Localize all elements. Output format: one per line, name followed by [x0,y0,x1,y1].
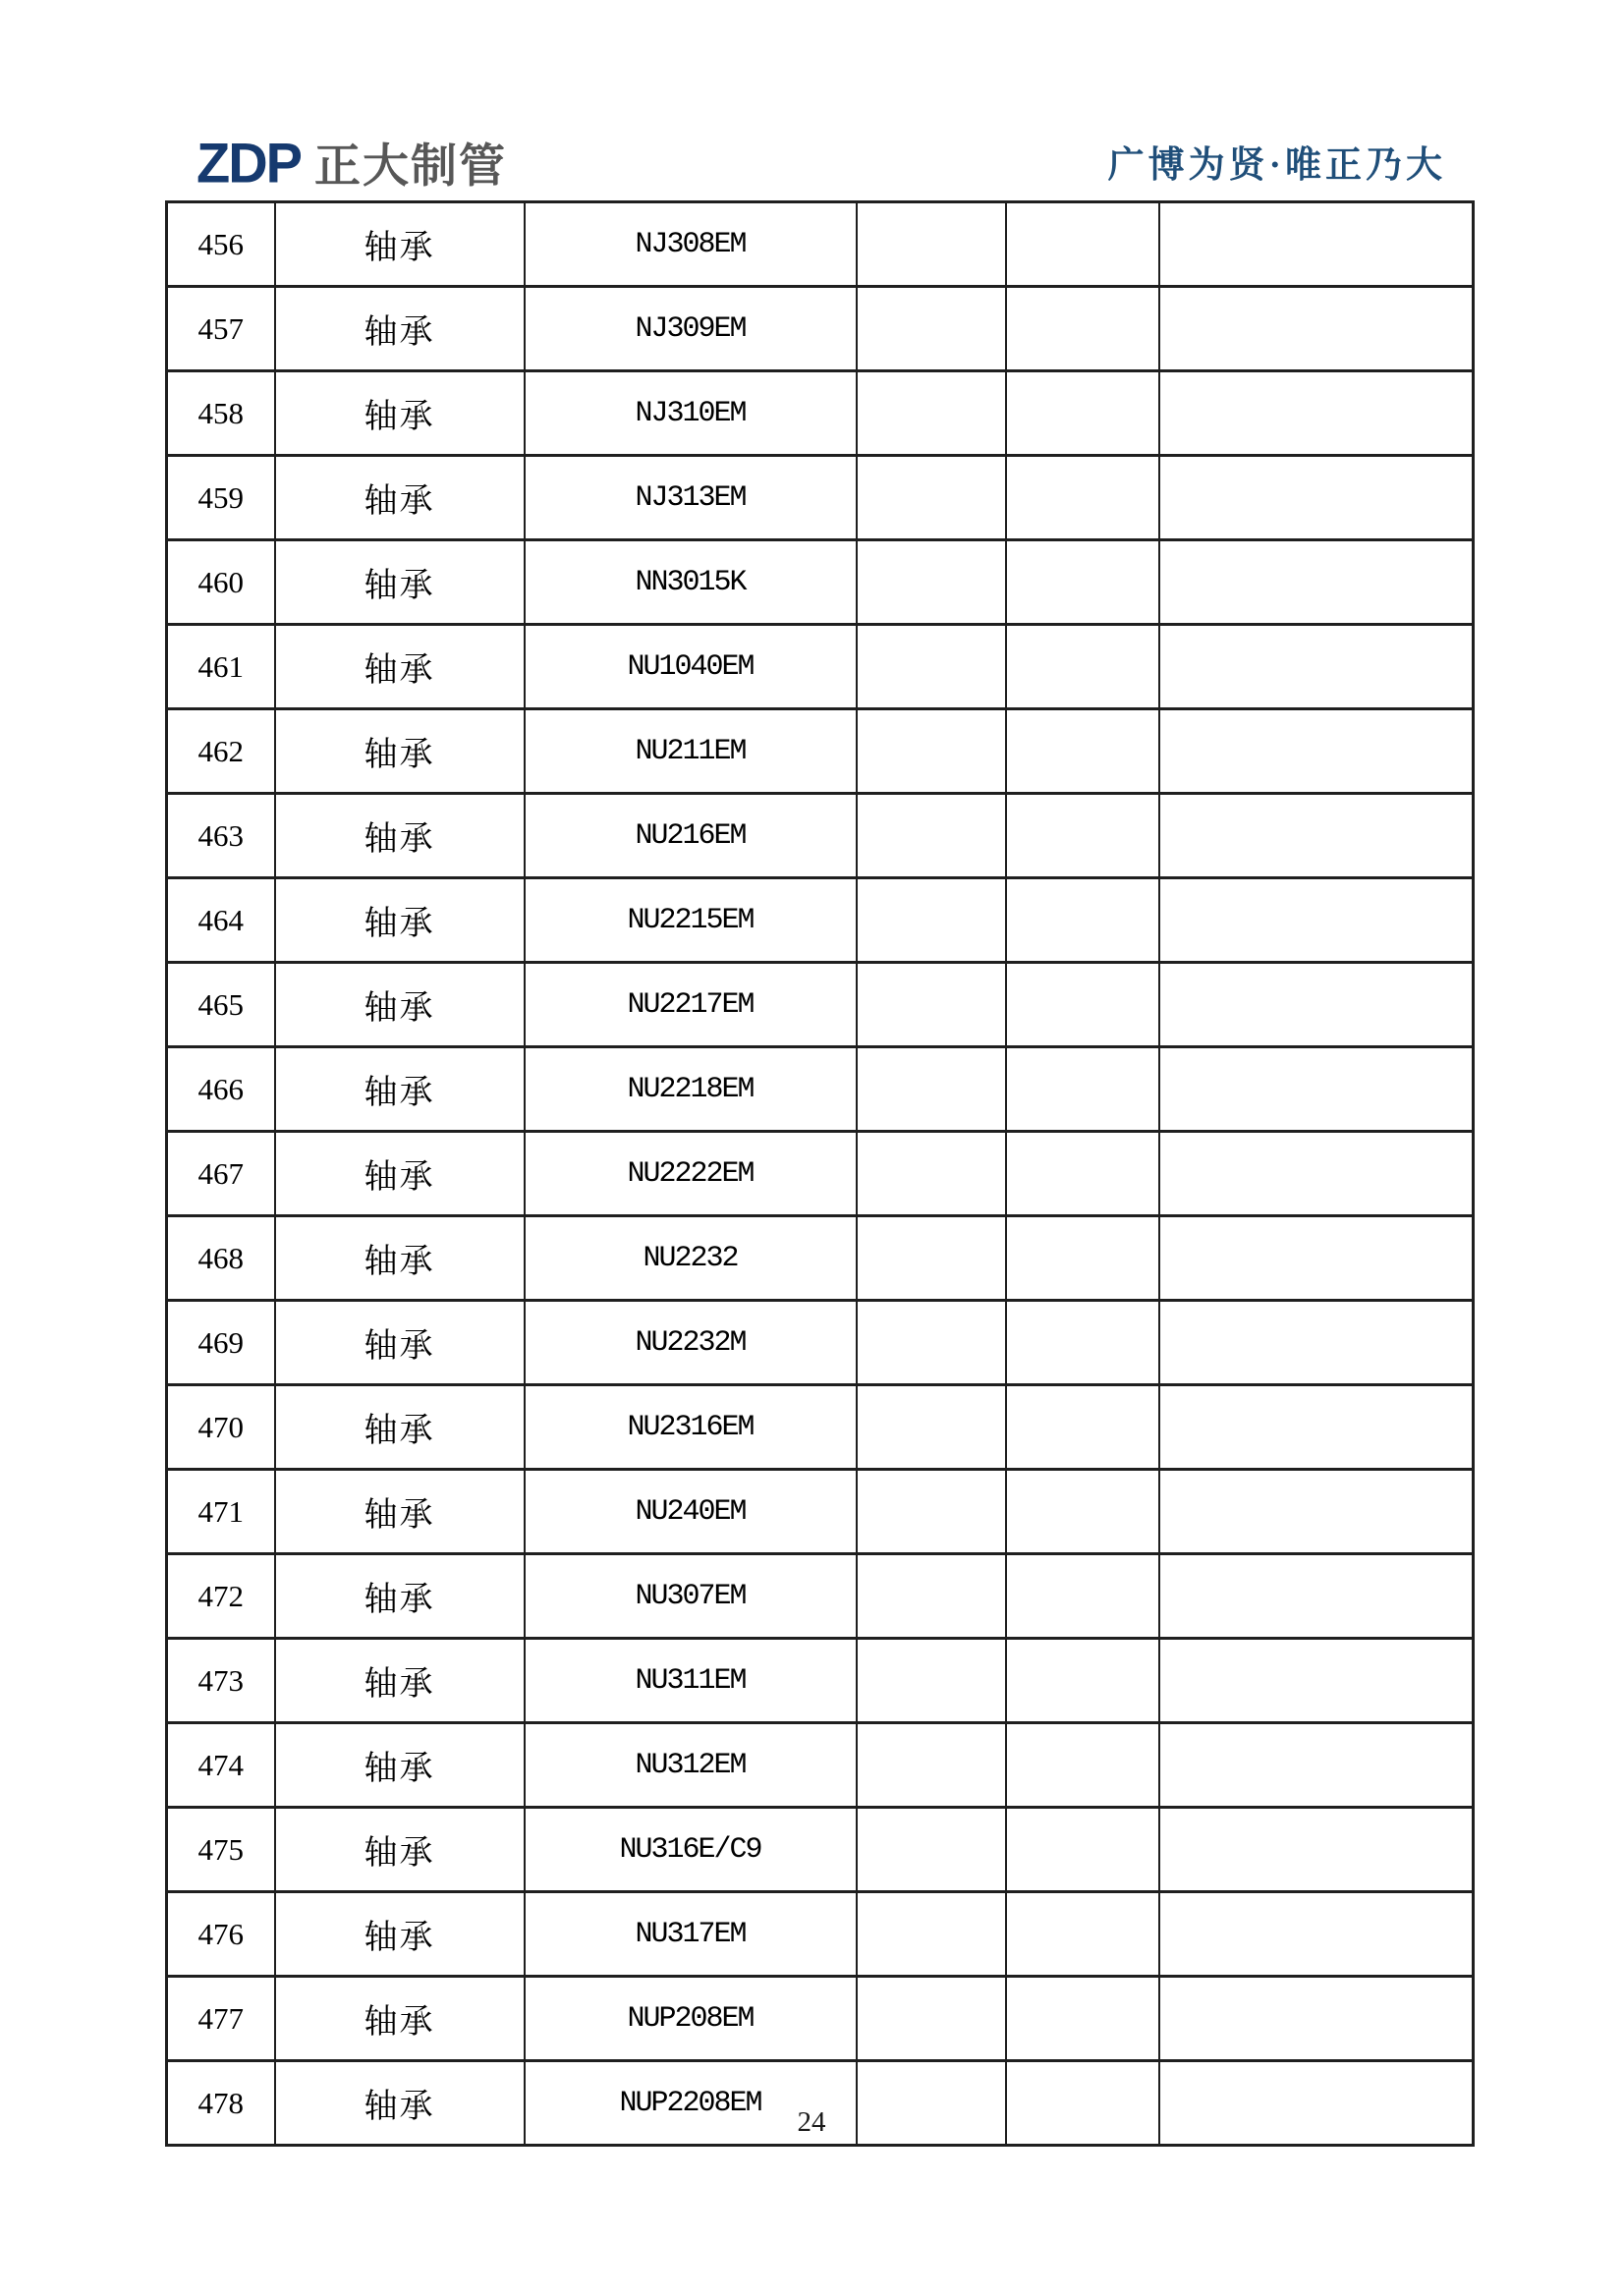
company-slogan: 广博为贤·唯正乃大 [1107,145,1446,186]
table-row [167,1470,1474,1554]
empty-cell-1 [857,963,1006,1047]
table-row [167,1385,1474,1470]
table-row [167,1808,1474,1892]
part-name-cell: 轴承 [275,1639,525,1723]
part-name-cell: 轴承 [275,1977,525,2061]
empty-cell-3 [1159,794,1474,878]
model-cell: NU2222EM [525,1132,857,1216]
parts-table [165,200,1475,2147]
empty-cell-2 [1006,456,1159,540]
model-cell: NU312EM [525,1723,857,1808]
empty-cell-3 [1159,202,1474,287]
part-name-cell: 轴承 [275,1808,525,1892]
row-number-cell: 478 [167,2061,275,2146]
empty-cell-1 [857,456,1006,540]
part-name-cell: 轴承 [275,1216,525,1301]
row-number-cell: 470 [167,1385,275,1470]
row-number-cell: 475 [167,1808,275,1892]
model-cell: NU216EM [525,794,857,878]
model-cell: NU316E/C9 [525,1808,857,1892]
parts-table-body [167,202,1474,2146]
empty-cell-2 [1006,287,1159,371]
empty-cell-3 [1159,1047,1474,1132]
empty-cell-3 [1159,625,1474,709]
table-row [167,1216,1474,1301]
empty-cell-2 [1006,625,1159,709]
empty-cell-1 [857,371,1006,456]
part-name-cell: 轴承 [275,202,525,287]
empty-cell-2 [1006,1047,1159,1132]
model-cell: NJ309EM [525,287,857,371]
table-row [167,456,1474,540]
part-name-cell: 轴承 [275,2061,525,2146]
row-number-cell: 465 [167,963,275,1047]
empty-cell-1 [857,202,1006,287]
empty-cell-2 [1006,1470,1159,1554]
empty-cell-1 [857,287,1006,371]
model-cell: NU317EM [525,1892,857,1977]
empty-cell-1 [857,1808,1006,1892]
empty-cell-2 [1006,1639,1159,1723]
model-cell: NU1040EM [525,625,857,709]
empty-cell-2 [1006,1723,1159,1808]
model-cell: NU2215EM [525,878,857,963]
empty-cell-1 [857,1047,1006,1132]
empty-cell-2 [1006,1892,1159,1977]
empty-cell-3 [1159,1301,1474,1385]
empty-cell-3 [1159,287,1474,371]
model-cell: NU2232M [525,1301,857,1385]
row-number-cell: 476 [167,1892,275,1977]
empty-cell-2 [1006,878,1159,963]
zdp-logo-mark: ZDP [196,131,301,195]
empty-cell-1 [857,794,1006,878]
row-number-cell: 463 [167,794,275,878]
empty-cell-1 [857,1216,1006,1301]
part-name-cell: 轴承 [275,963,525,1047]
empty-cell-3 [1159,371,1474,456]
table-row [167,1977,1474,2061]
part-name-cell: 轴承 [275,1892,525,1977]
part-name-cell: 轴承 [275,371,525,456]
empty-cell-2 [1006,371,1159,456]
model-cell: NU211EM [525,709,857,794]
table-row [167,371,1474,456]
empty-cell-3 [1159,1977,1474,2061]
empty-cell-2 [1006,1385,1159,1470]
part-name-cell: 轴承 [275,878,525,963]
empty-cell-1 [857,1723,1006,1808]
empty-cell-1 [857,1132,1006,1216]
empty-cell-3 [1159,1470,1474,1554]
empty-cell-1 [857,1892,1006,1977]
empty-cell-1 [857,1639,1006,1723]
table-row [167,1554,1474,1639]
row-number-cell: 474 [167,1723,275,1808]
part-name-cell: 轴承 [275,709,525,794]
model-cell: NU2232 [525,1216,857,1301]
company-logo [196,131,507,195]
model-cell: NJ310EM [525,371,857,456]
empty-cell-3 [1159,963,1474,1047]
empty-cell-3 [1159,709,1474,794]
table-row [167,709,1474,794]
empty-cell-3 [1159,1639,1474,1723]
model-cell: NU307EM [525,1554,857,1639]
row-number-cell: 473 [167,1639,275,1723]
empty-cell-2 [1006,794,1159,878]
row-number-cell: 462 [167,709,275,794]
table-row [167,287,1474,371]
empty-cell-2 [1006,709,1159,794]
row-number-cell: 457 [167,287,275,371]
company-name: 正大制管 [314,140,507,192]
row-number-cell: 471 [167,1470,275,1554]
row-number-cell: 469 [167,1301,275,1385]
part-name-cell: 轴承 [275,1047,525,1132]
empty-cell-2 [1006,1132,1159,1216]
empty-cell-1 [857,540,1006,625]
empty-cell-1 [857,1554,1006,1639]
model-cell: NU311EM [525,1639,857,1723]
empty-cell-3 [1159,878,1474,963]
model-cell: NU2218EM [525,1047,857,1132]
part-name-cell: 轴承 [275,1554,525,1639]
empty-cell-2 [1006,202,1159,287]
part-name-cell: 轴承 [275,287,525,371]
table-row [167,540,1474,625]
part-name-cell: 轴承 [275,1470,525,1554]
part-name-cell: 轴承 [275,625,525,709]
empty-cell-1 [857,1385,1006,1470]
page-number: 24 [797,2106,826,2138]
model-cell: NU240EM [525,1470,857,1554]
model-cell: NU2316EM [525,1385,857,1470]
model-cell: NUP2208EM [525,2061,857,2146]
empty-cell-3 [1159,540,1474,625]
model-cell: NJ308EM [525,202,857,287]
empty-cell-1 [857,1977,1006,2061]
row-number-cell: 456 [167,202,275,287]
empty-cell-2 [1006,1808,1159,1892]
empty-cell-2 [1006,1977,1159,2061]
part-name-cell: 轴承 [275,1301,525,1385]
empty-cell-3 [1159,1723,1474,1808]
row-number-cell: 466 [167,1047,275,1132]
part-name-cell: 轴承 [275,456,525,540]
table-row [167,202,1474,287]
row-number-cell: 464 [167,878,275,963]
empty-cell-2 [1006,1216,1159,1301]
row-number-cell: 467 [167,1132,275,1216]
table-row [167,1639,1474,1723]
empty-cell-3 [1159,1132,1474,1216]
table-row [167,625,1474,709]
model-cell: NN3015K [525,540,857,625]
empty-cell-1 [857,709,1006,794]
empty-cell-1 [857,1301,1006,1385]
empty-cell-3 [1159,1216,1474,1301]
table-row [167,794,1474,878]
part-name-cell: 轴承 [275,540,525,625]
part-name-cell: 轴承 [275,1723,525,1808]
empty-cell-1 [857,1470,1006,1554]
table-row [167,1047,1474,1132]
part-name-cell: 轴承 [275,1385,525,1470]
empty-cell-1 [857,878,1006,963]
part-name-cell: 轴承 [275,794,525,878]
row-number-cell: 461 [167,625,275,709]
empty-cell-3 [1159,1808,1474,1892]
model-cell: NU2217EM [525,963,857,1047]
empty-cell-2 [1006,540,1159,625]
model-cell: NJ313EM [525,456,857,540]
empty-cell-3 [1159,1554,1474,1639]
empty-cell-2 [1006,1301,1159,1385]
table-row [167,1301,1474,1385]
table-row [167,1132,1474,1216]
model-cell: NUP208EM [525,1977,857,2061]
empty-cell-2 [1006,1554,1159,1639]
empty-cell-1 [857,625,1006,709]
empty-cell-3 [1159,1892,1474,1977]
empty-cell-3 [1159,456,1474,540]
row-number-cell: 477 [167,1977,275,2061]
empty-cell-2 [1006,963,1159,1047]
row-number-cell: 459 [167,456,275,540]
row-number-cell: 460 [167,540,275,625]
table-row [167,878,1474,963]
table-row [167,963,1474,1047]
row-number-cell: 468 [167,1216,275,1301]
row-number-cell: 472 [167,1554,275,1639]
part-name-cell: 轴承 [275,1132,525,1216]
table-row [167,1723,1474,1808]
empty-cell-3 [1159,1385,1474,1470]
table-row [167,1892,1474,1977]
row-number-cell: 458 [167,371,275,456]
